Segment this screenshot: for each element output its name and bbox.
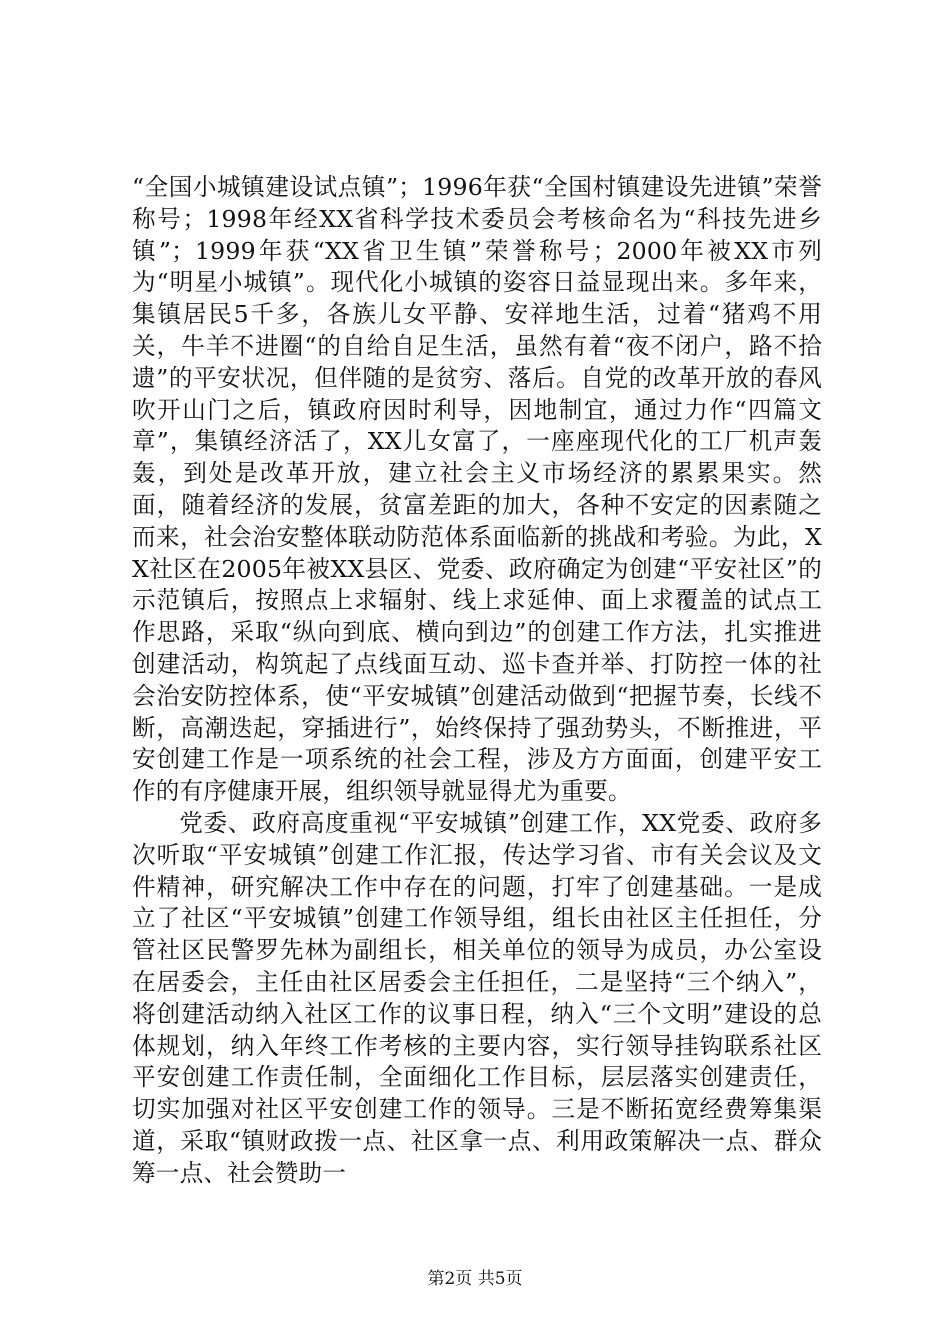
paragraph-1: “全国小城镇建设试点镇”；1996年获“全国村镇建设先进镇”荣誉称号；1998年经XX省科学技术委员会考核命名为“科技先进乡镇”；1999年获“XX省卫生镇”荣誉称号；2000年被XX市列为“明星小城镇”。现代化小城镇的姿容日益显现出来。多年来，集镇居民5千多，各族儿女平静、安祥地生活，过着“猪鸡不用关，牛羊不进圈“的自给自足生活，虽然有着“夜不闭户，路不拾遗”的平安状况，但伴随的是贫穷、落后。自党的改革开放的春风吹开山门之后，镇政府因时利导，因地制宜，通过力作“四篇文章”，集镇经济活了，XX儿女富了，一座座现代化的工厂机声轰轰，到处是改革开放，建立社会主义市场经济的累累果实。然面，随着经济的发展，贫富差距的加大，各种不安定的因素随之而来，社会治安整体联动防范体系面临新的挑战和考验。为此，XX社区在2005年被XX县区、党委、政府确定为创建“平安社区”的示范镇后，按照点上求辐射、线上求延伸、面上求覆盖的试点工作思路，采取“纵向到底、横向到边”的创建工作方法，扎实推进创建活动，构筑起了点线面互动、巡卡查并举、打防控一体的社会治安防控体系，使“平安城镇”创建活动做到“把握节奏，长线不断，高潮迭起，穿插进行”，始终保持了强劲势头，不断推进，平安创建工作是一项系统的社会工程，涉及方方面面，创建平安工作的有序健康开展，组织领导就显得尤为重要。: [132, 173, 822, 806]
page-footer: 第2页 共5页: [427, 1269, 523, 1289]
paragraph-2: 党委、政府高度重视“平安城镇”创建工作，XX党委、政府多次听取“平安城镇”创建工作汇报，传达学习省、市有关会议及文件精神，研究解决工作中存在的问题，打牢了创建基础。一是成立了社区“平安城镇”创建工作领导组，组长由社区主任担任，分管社区民警罗先林为副组长，相关单位的领导为成员，办公室设在居委会，主任由社区居委会主任担任，二是坚持“三个纳入”，将创建活动纳入社区工作的议事日程，纳入“三个文明”建设的总体规划，纳入年终工作考核的主要内容，实行领导挂钩联系社区平安创建工作责任制，全面细化工作目标，层层落实创建责任，切实加强对社区平安创建工作的领导。三是不断拓宽经费筹集渠道，采取“镇财政拨一点、社区拿一点、利用政策解决一点、群众筹一点、社会赞助一: [132, 808, 822, 1187]
document-body: [132, 172, 822, 1190]
